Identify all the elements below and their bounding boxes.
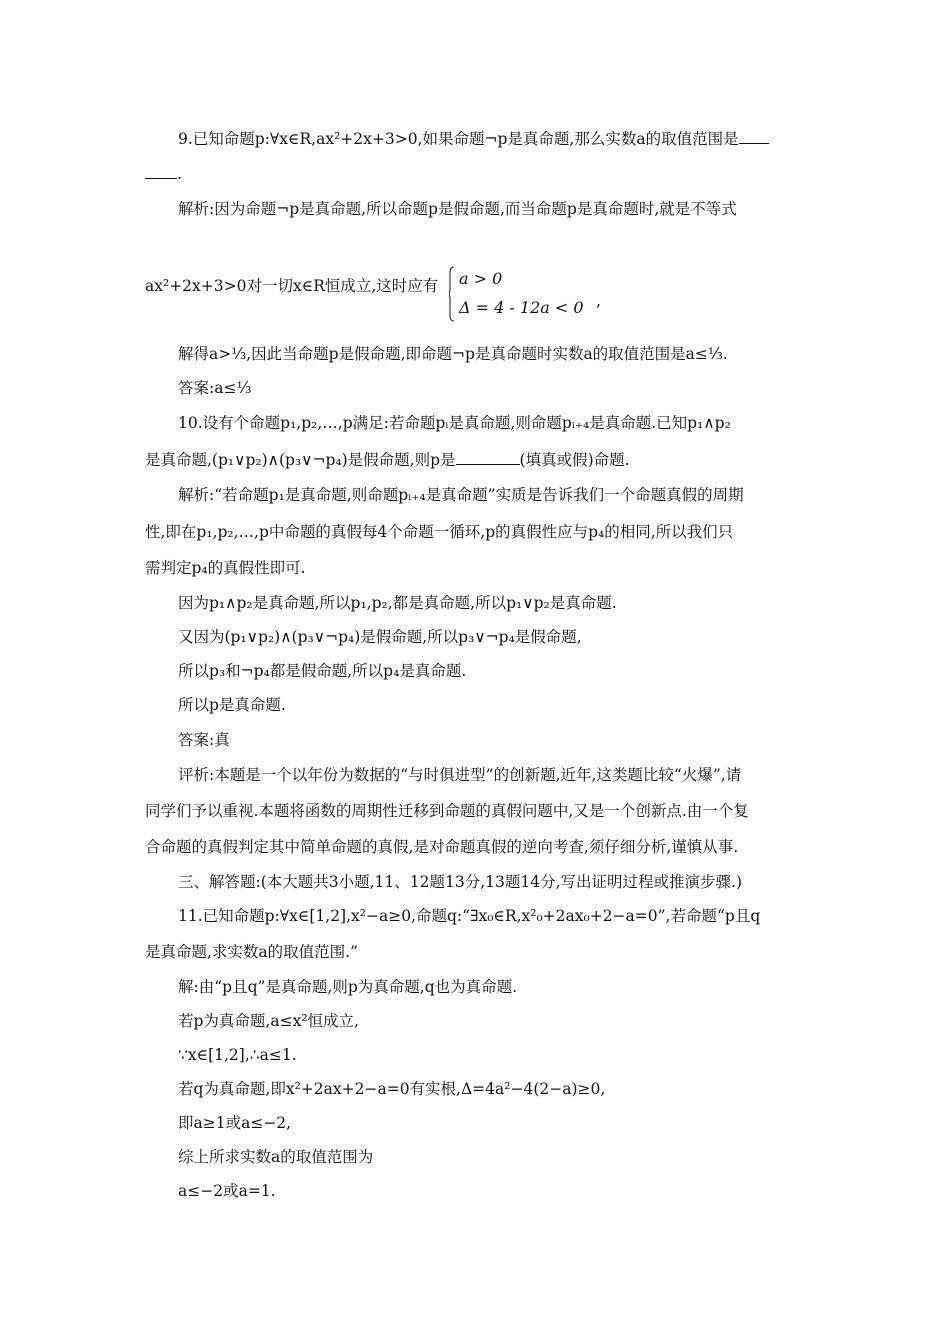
q11-solution-line: 即a≥1或a≤−2, [178,1114,292,1132]
section-heading: 三、解答题:(本大题共3小题,11、12题13分,13题14分,写出证明过程或推演步骤.) [178,873,743,891]
answer-blank [739,129,769,144]
q11-solution-line: 解:由“p且q”是真命题,则p为真命题,q也为真命题. [178,978,518,996]
q11-solution-line: a≤−2或a=1. [178,1182,276,1200]
q10-analysis-line: 解析:“若命题p₁是真命题,则命题pᵢ₊₄是真命题”实质是告诉我们一个命题真假的周期 [178,486,744,504]
q10-analysis-line: 所以p是真命题. [178,696,286,714]
q9-line-2: . [177,165,182,183]
q10-comment-line: 合命题的真假判定其中简单命题的真假,是对命题真假的逆向考查,须仔细分析,谨慎从事. [145,838,739,856]
q9-analysis-line: 解得a>⅓,因此当命题p是假命题,即命题¬p是真命题时实数a的取值范围是a≤⅓. [178,345,728,363]
q10-analysis-line: 性,即在p₁,p₂,…,p中命题的真假每4个命题一循环,p的真假性应与p₄的相同,所以我们只 [145,523,734,541]
system-comma: , [596,291,602,310]
q11-solution-line: 若p为真命题,a≤x²恒成立, [178,1012,359,1030]
q10-stem-line: 是真命题,(p₁∨p₂)∧(p₃∨¬p₄)是假命题,则p是 [145,451,456,469]
q9-answer: 答案:a≤⅓ [178,379,252,397]
system-row-1: a > 0 [459,269,503,288]
q11-stem-line: 是真命题,求实数a的取值范围.” [145,943,359,961]
q10-analysis-line: 又因为(p₁∨p₂)∧(p₃∨¬p₄)是假命题,所以p₃∨¬p₄是假命题, [178,628,582,646]
q10-comment-line: 同学们予以重视.本题将函数的周期性迁移到命题的真假问题中,又是一个创新点.由一个复 [145,802,749,820]
q10-answer: 答案:真 [178,731,230,749]
q11-stem-line: 11.已知命题p:∀x∈[1,2],x²−a≥0,命题q:“∃x₀∈R,x²₀+2ax₀+2−a=0”,若命题“p且q [178,907,761,925]
q10-analysis-line: 需判定p₄的真假性即可. [145,559,306,577]
q9-line-1: 9.已知命题p:∀x∈R,ax²+2x+3>0,如果命题¬p是真命题,那么实数a的取值范围是 [178,130,739,148]
q10-analysis-line: 因为p₁∧p₂是真命题,所以p₁,p₂,都是真命题,所以p₁∨p₂是真命题. [178,594,617,612]
q11-solution-line: 综上所求实数a的取值范围为 [178,1148,374,1166]
q11-solution-line: ∵x∈[1,2],∴a≤1. [178,1046,297,1064]
answer-blank [456,450,520,465]
answer-blank [145,164,177,179]
q11-solution-line: 若q为真命题,即x²+2ax+2−a=0有实根,Δ=4a²−4(2−a)≥0, [178,1080,606,1098]
q10-stem-line: (填真或假)命题. [519,451,630,469]
q10-comment-line: 评析:本题是一个以年份为数据的“与时俱进型”的创新题,近年,这类题比较“火爆”,请 [178,766,742,784]
q9-analysis-line: ax²+2x+3>0对一切x∈R恒成立,这时应有 [145,277,439,295]
q10-analysis-line: 所以p₃和¬p₄都是假命题,所以p₄是真命题. [178,662,467,680]
inequality-system [449,266,619,324]
q10-stem-line: 10.设有个命题p₁,p₂,…,p满足:若命题pᵢ是真命题,则命题pᵢ₊₄是真命题.已知p₁∧p₂ [178,414,731,432]
system-row-2: Δ = 4 - 12a < 0 [459,298,584,317]
left-brace [449,266,455,322]
q9-analysis-line: 解析:因为命题¬p是真命题,所以命题p是假命题,而当命题p是真命题时,就是不等式 [178,200,737,218]
